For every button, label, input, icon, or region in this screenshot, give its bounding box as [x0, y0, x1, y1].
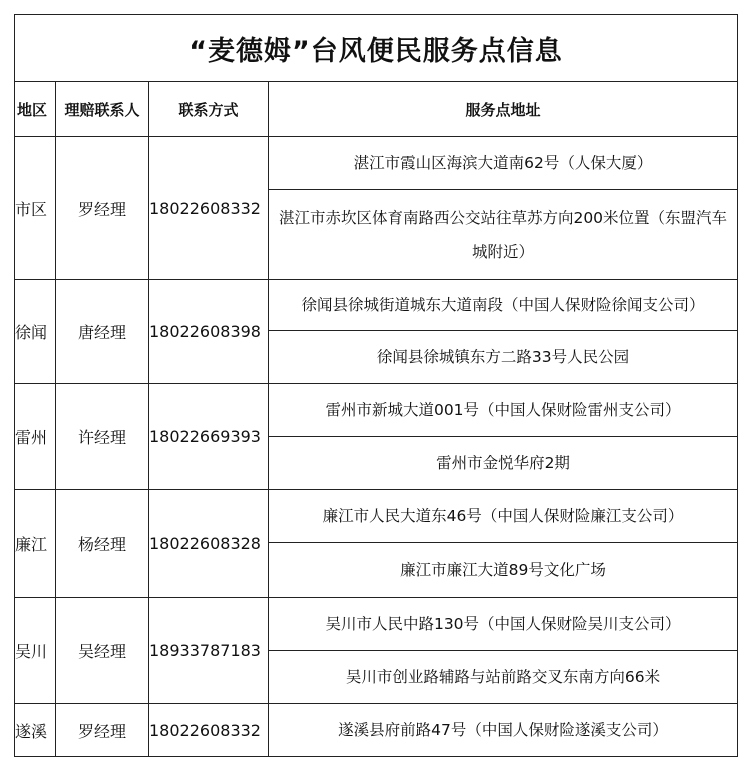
table-row — [15, 280, 738, 331]
address-cell: 吴川市人民中路130号（中国人保财险吴川支公司） — [269, 598, 738, 651]
header-phone: 联系方式 — [149, 82, 269, 137]
contact-cell: 吴经理 — [56, 598, 149, 704]
region-cell: 雷州 — [15, 384, 56, 490]
header-region: 地区 — [15, 82, 56, 137]
page-title: “麦德姆”台风便民服务点信息 — [15, 15, 738, 82]
contact-cell: 许经理 — [56, 384, 149, 490]
address-cell: 湛江市赤坎区体育南路西公交站往草苏方向200米位置（东盟汽车城附近） — [269, 190, 738, 280]
phone-cell: 18022608332 — [149, 137, 269, 280]
region-cell: 市区 — [15, 137, 56, 280]
phone-cell: 18022669393 — [149, 384, 269, 490]
table-row — [15, 137, 738, 190]
table-row — [15, 598, 738, 651]
address-cell: 雷州市金悦华府2期 — [269, 437, 738, 490]
contact-cell: 罗经理 — [56, 704, 149, 757]
table-row — [15, 490, 738, 543]
contact-cell: 唐经理 — [56, 280, 149, 384]
phone-cell: 18022608332 — [149, 704, 269, 757]
address-cell: 雷州市新城大道001号（中国人保财险雷州支公司） — [269, 384, 738, 437]
address-cell: 遂溪县府前路47号（中国人保财险遂溪支公司） — [269, 704, 738, 757]
table-row — [15, 704, 738, 757]
table-row — [15, 384, 738, 437]
contact-cell: 杨经理 — [56, 490, 149, 598]
region-cell: 遂溪 — [15, 704, 56, 757]
region-cell: 廉江 — [15, 490, 56, 598]
table-header-row — [15, 82, 738, 137]
address-cell: 廉江市人民大道东46号（中国人保财险廉江支公司） — [269, 490, 738, 543]
phone-cell: 18022608328 — [149, 490, 269, 598]
region-cell: 徐闻 — [15, 280, 56, 384]
header-address: 服务点地址 — [269, 82, 738, 137]
service-points-table — [14, 14, 738, 757]
address-cell: 湛江市霞山区海滨大道南62号（人保大厦） — [269, 137, 738, 190]
address-cell: 廉江市廉江大道89号文化广场 — [269, 543, 738, 598]
contact-cell: 罗经理 — [56, 137, 149, 280]
phone-cell: 18933787183 — [149, 598, 269, 704]
address-cell: 徐闻县徐城镇东方二路33号人民公园 — [269, 331, 738, 384]
address-cell: 徐闻县徐城街道城东大道南段（中国人保财险徐闻支公司） — [269, 280, 738, 331]
header-contact: 理赔联系人 — [56, 82, 149, 137]
phone-cell: 18022608398 — [149, 280, 269, 384]
address-cell: 吴川市创业路辅路与站前路交叉东南方向66米 — [269, 651, 738, 704]
region-cell: 吴川 — [15, 598, 56, 704]
